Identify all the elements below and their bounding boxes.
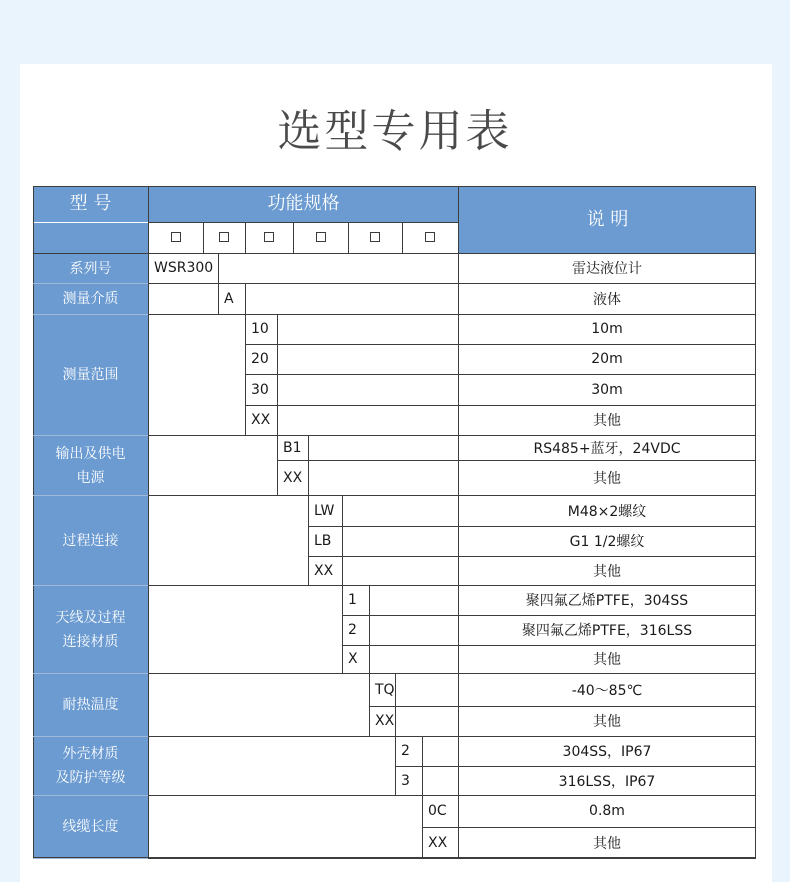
selection-table [33,186,756,858]
option-code: XX [251,412,271,428]
row-label: 过程连接 [33,496,148,585]
option-description: 雷达液位计 [572,261,642,277]
option-description: M48×2螺纹 [567,503,647,520]
option-code: XX [375,713,395,729]
code-checkbox[interactable] [370,232,380,242]
option-code: A [224,290,234,307]
option-description: RS485+蓝牙，24VDC [533,440,681,457]
option-code: 0C [428,803,447,819]
option-description: 其他 [593,563,621,580]
option-code: 30 [251,381,269,398]
option-code: WSR300 [154,260,214,276]
option-description: 316LSS，IP67 [558,773,656,790]
code-checkbox[interactable] [264,232,274,242]
option-description: -40～85℃ [571,682,643,699]
option-code: TQ [375,681,395,698]
option-description: 其他 [593,835,621,852]
option-code: XX [428,834,448,851]
code-checkbox[interactable] [219,232,229,242]
option-code: XX [283,469,303,486]
row-label: 线缆长度 [33,796,148,858]
option-code: 20 [251,351,269,367]
option-description: 其他 [593,652,621,668]
header-description: 说 明 [459,186,756,253]
option-description: 聚四氟乙烯PTFE，316LSS [521,623,693,639]
option-description: 液体 [593,291,621,308]
header-function-spec: 功能规格 [149,186,458,222]
option-code: 10 [251,321,269,337]
option-description: 其他 [593,413,621,429]
option-code: 3 [401,772,410,789]
row-label: 天线及过程 连接材质 [33,586,148,673]
row-label: 系列号 [33,254,148,283]
option-description: 其他 [593,470,621,487]
option-description: 304SS，IP67 [562,744,652,760]
option-code: XX [314,562,334,579]
header-model: 型 号 [33,186,148,222]
option-description: 10m [591,321,623,337]
row-label: 输出及供电 电源 [33,436,148,495]
code-checkbox[interactable] [316,232,326,242]
option-description: 聚四氟乙烯PTFE，304SS [525,593,689,609]
option-description: 20m [591,351,623,367]
option-description: 其他 [593,714,621,730]
option-code: B1 [283,439,302,456]
option-code: LW [314,502,335,519]
option-description: G1 1/2螺纹 [569,534,645,550]
option-code: X [348,651,358,667]
row-label: 测量范围 [33,315,148,435]
row-label: 外壳材质 及防护等级 [33,737,148,795]
option-code: LB [314,533,332,549]
option-description: 0.8m [589,803,625,819]
row-label: 测量介质 [33,284,148,314]
option-description: 30m [591,381,623,398]
page-title: 选型专用表 [277,106,513,157]
code-checkbox[interactable] [425,232,435,242]
option-code: 2 [348,622,357,638]
row-label: 耐热温度 [33,674,148,736]
option-code: 2 [401,743,410,759]
code-checkbox[interactable] [171,232,181,242]
option-code: 1 [348,592,357,608]
